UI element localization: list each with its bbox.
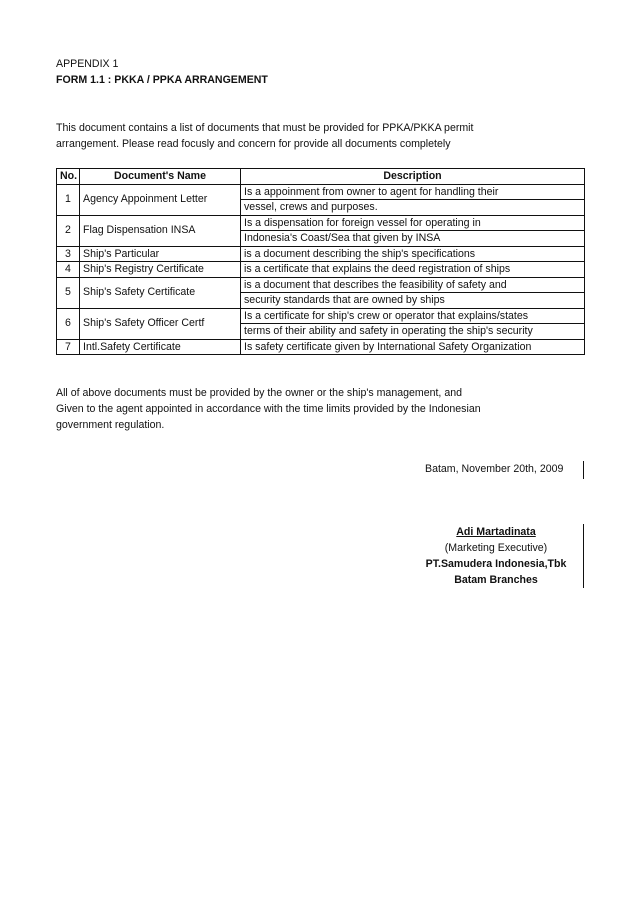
documents-table xyxy=(56,168,585,355)
row-number: 4 xyxy=(57,262,80,278)
table-row xyxy=(57,246,585,262)
intro-line-2: arrangement. Please read focusly and concern for provide all documents completely xyxy=(56,138,451,150)
description-line: Is a certificate for ship's crew or operator that explains/states xyxy=(241,308,585,324)
row-number: 5 xyxy=(57,277,80,308)
table-row xyxy=(57,308,585,324)
document-name: Ship's Registry Certificate xyxy=(80,262,241,278)
table-row xyxy=(57,215,585,231)
description-line: Is safety certificate given by International Safety Organization xyxy=(241,339,585,355)
company-name: PT.Samudera Indonesia,Tbk xyxy=(425,558,567,570)
description-line: Is a appoinment from owner to agent for handling their xyxy=(241,184,585,200)
date-border-line xyxy=(583,461,584,479)
description-line: is a document that describes the feasibility of safety and xyxy=(241,277,585,293)
form-title: FORM 1.1 : PKKA / PPKA ARRANGEMENT xyxy=(56,74,268,86)
description-line: is a certificate that explains the deed registration of ships xyxy=(241,262,585,278)
description-line: Indonesia's Coast/Sea that given by INSA xyxy=(241,231,585,247)
description-line: terms of their ability and safety in operating the ship's security xyxy=(241,324,585,340)
table-row xyxy=(57,184,585,200)
document-name: Agency Appoinment Letter xyxy=(80,184,241,215)
table-header-row xyxy=(57,169,585,185)
description-line: security standards that are owned by ships xyxy=(241,293,585,309)
signatory-name: Adi Martadinata xyxy=(456,526,536,538)
closing-line-3: government regulation. xyxy=(56,419,165,431)
table-row xyxy=(57,339,585,355)
date-line: Batam, November 20th, 2009 xyxy=(425,463,564,475)
header-no: No. xyxy=(57,169,80,185)
signature-border-line xyxy=(583,524,584,588)
document-name: Ship's Safety Certificate xyxy=(80,277,241,308)
document-name: Ship's Safety Officer Certf xyxy=(80,308,241,339)
document-name: Intl.Safety Certificate xyxy=(80,339,241,355)
row-number: 7 xyxy=(57,339,80,355)
row-number: 3 xyxy=(57,246,80,262)
description-line: is a document describing the ship's specifications xyxy=(241,246,585,262)
signatory-position: (Marketing Executive) xyxy=(444,542,548,554)
row-number: 1 xyxy=(57,184,80,215)
closing-line-2: Given to the agent appointed in accordance with the time limits provided by the Indonesian xyxy=(56,403,481,415)
row-number: 2 xyxy=(57,215,80,246)
intro-line-1: This document contains a list of documents that must be provided for PPKA/PKKA permit xyxy=(56,122,474,134)
table-row xyxy=(57,262,585,278)
description-line: vessel, crews and purposes. xyxy=(241,200,585,216)
row-number: 6 xyxy=(57,308,80,339)
header-description: Description xyxy=(241,169,585,185)
closing-line-1: All of above documents must be provided by the owner or the ship's management, and xyxy=(56,387,462,399)
branch-name: Batam Branches xyxy=(454,574,538,586)
document-name: Ship's Particular xyxy=(80,246,241,262)
table-row xyxy=(57,277,585,293)
description-line: Is a dispensation for foreign vessel for operating in xyxy=(241,215,585,231)
document-name: Flag Dispensation INSA xyxy=(80,215,241,246)
header-document-name: Document's Name xyxy=(80,169,241,185)
appendix-label: APPENDIX 1 xyxy=(56,58,119,70)
